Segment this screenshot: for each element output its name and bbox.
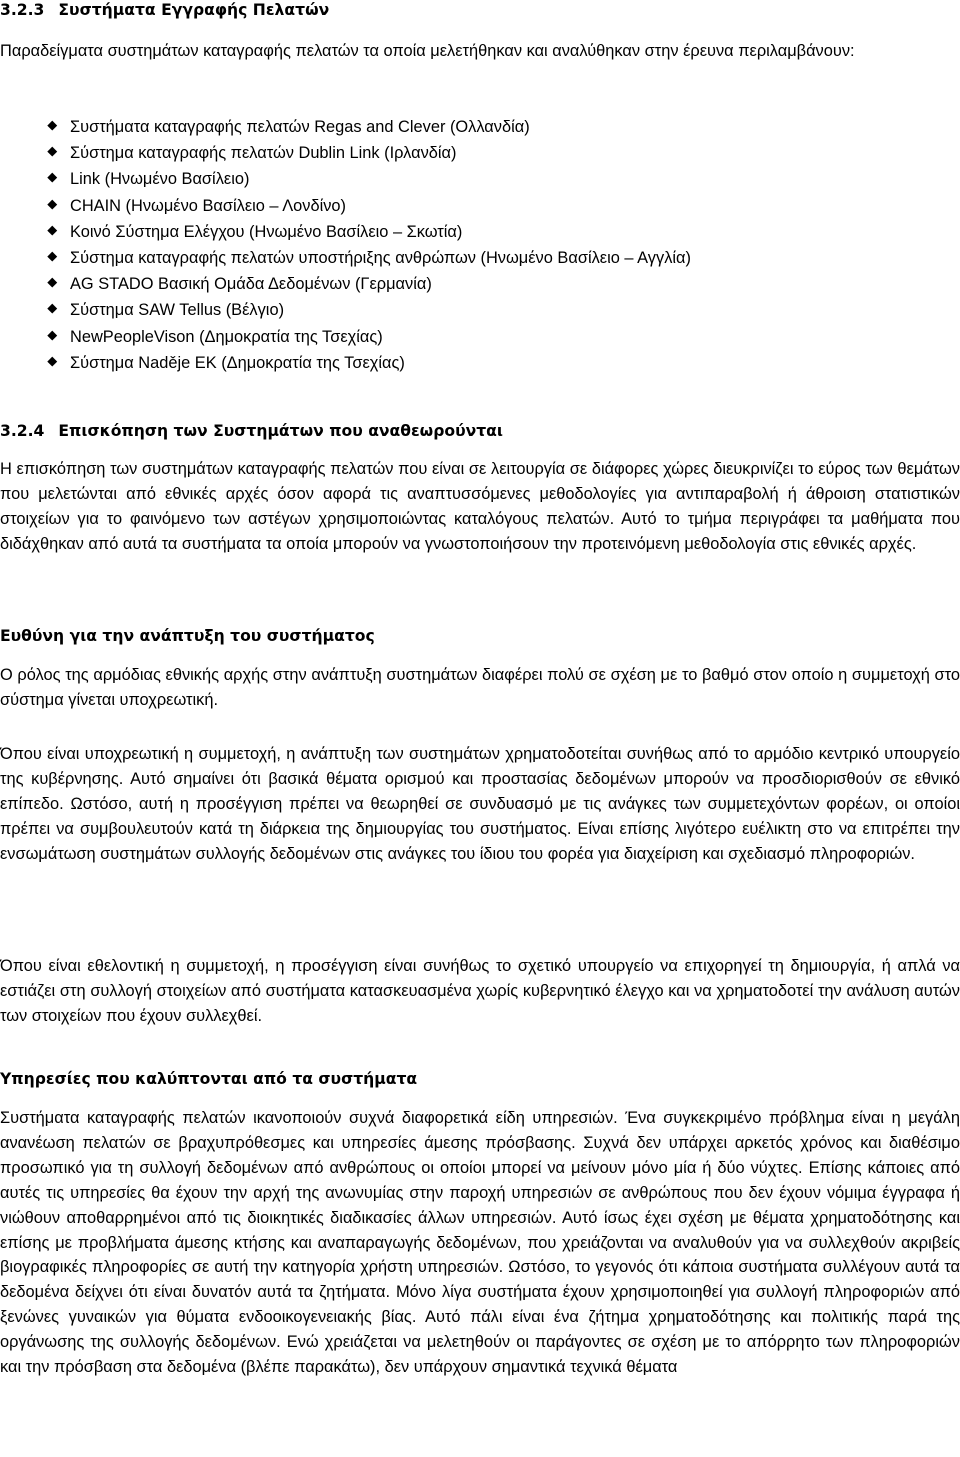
section-title: Συστήματα Εγγραφής Πελατών bbox=[58, 1, 330, 19]
list-item: Συστήματα καταγραφής πελατών Regas and Clever (Ολλανδία) bbox=[0, 115, 960, 141]
list-item: Σύστημα Naděje EK (Δημοκρατία της Τσεχίας) bbox=[0, 351, 960, 377]
list-item: Σύστημα καταγραφής πελατών Dublin Link (Ιρλανδία) bbox=[0, 141, 960, 167]
responsibility-paragraph-3: Όπου είναι εθελοντική η συμμετοχή, η προσέγγιση είναι συνήθως το σχετικό υπουργείο να επιχορηγεί τη δημιουργία, ή απλά να εστιάζει στη συλλογή στοιχείων από συστήματα κατασκευασμένα χωρίς κυβερνητικό έλεγχο και να χρηματοδοτεί την ανάλυση αυτών των στοιχείων που έχουν συλλεχθεί. bbox=[0, 957, 960, 1025]
overview-paragraph: Η επισκόπηση των συστημάτων καταγραφής πελατών που είναι σε λειτουργία σε διάφορες χώρες διευκρινίζει το εύρος των θεμάτων που μελετώνται από εθνικές αρχές όσον αφορά τις αναπτυσσόμενες μεθοδολογίες για αντιπαραβολή ή άθροιση στατιστικών στοιχείων για το φαινόμενο των αστέγων χρησιμοποιώντας καταλόγους πελατών. Αυτό το τμήμα περιγράφει τα μαθήματα που διδάχθηκαν από αυτά τα συστήματα τα οποία μπορούν να γνωστοποιήσουν την προτεινόμενη μεθοδολογία στις εθνικές αρχές. bbox=[0, 460, 960, 553]
intro-paragraph: Παραδείγματα συστημάτων καταγραφής πελατών τα οποία μελετήθηκαν και αναλύθηκαν στην έρευνα περιλαμβάνουν: bbox=[0, 42, 855, 60]
diamond-bullet-icon bbox=[48, 330, 57, 339]
list-item: NewPeopleVison (Δημοκρατία της Τσεχίας) bbox=[0, 325, 960, 351]
list-item: CHAIN (Ηνωμένο Βασίλειο – Λονδίνο) bbox=[0, 194, 960, 220]
diamond-bullet-icon bbox=[48, 173, 57, 182]
diamond-bullet-icon bbox=[48, 252, 57, 261]
list-item: Κοινό Σύστημα Ελέγχου (Ηνωμένο Βασίλειο – Σκωτία) bbox=[0, 220, 960, 246]
list-item: AG STADO Βασική Ομάδα Δεδομένων (Γερμανία) bbox=[0, 272, 960, 298]
section-number: 3.2.4 bbox=[0, 422, 45, 440]
responsibility-paragraph-1: Ο ρόλος της αρμόδιας εθνικής αρχής στην ανάπτυξη συστημάτων διαφέρει πολύ σε σχέση με το βαθμό στον οποίο η συμμετοχή στο σύστημα γίνεται υποχρεωτική. bbox=[0, 666, 960, 709]
section-number: 3.2.3 bbox=[0, 1, 45, 19]
section-heading-3-2-3 bbox=[0, 1, 329, 19]
list-item: Σύστημα SAW Tellus (Βέλγιο) bbox=[0, 298, 960, 324]
responsibility-heading: Ευθύνη για την ανάπτυξη του συστήματος bbox=[0, 627, 375, 645]
section-title: Επισκόπηση των Συστημάτων που αναθεωρούνται bbox=[58, 422, 503, 440]
section-heading-3-2-4 bbox=[0, 422, 503, 440]
country-systems-list bbox=[0, 115, 960, 377]
diamond-bullet-icon bbox=[48, 199, 57, 208]
list-item: Σύστημα καταγραφής πελατών υποστήριξης ανθρώπων (Ηνωμένο Βασίλειο – Αγγλία) bbox=[0, 246, 960, 272]
diamond-bullet-icon bbox=[48, 225, 57, 234]
diamond-bullet-icon bbox=[48, 278, 57, 287]
diamond-bullet-icon bbox=[48, 356, 57, 365]
diamond-bullet-icon bbox=[48, 147, 57, 156]
diamond-bullet-icon bbox=[48, 121, 57, 130]
services-heading: Υπηρεσίες που καλύπτονται από τα συστήματα bbox=[0, 1070, 418, 1088]
diamond-bullet-icon bbox=[48, 304, 57, 313]
list-item: Link (Ηνωμένο Βασίλειο) bbox=[0, 167, 960, 193]
services-paragraph: Συστήματα καταγραφής πελατών ικανοποιούν συχνά διαφορετικά είδη υπηρεσιών. Ένα συγκεκριμένο πρόβλημα είναι η μεγάλη ανανέωση πελατών σε βραχυπρόθεσμες και υπηρεσίες άμεσης πρόσβασης. Συχνά δεν υπάρχει αρκετός χρόνος και διαθέσιμο προσωπικό για τη συλλογή δεδομένων από ανθρώπους οι οποίοι μπορεί να μείνουν μόνο μία ή δύο νύχτες. Επίσης κάποιες από αυτές τις υπηρεσίες θα έχουν την αρχή της ανωνυμίας στην παροχή υπηρεσιών σε ανθρώπους που δεν έχουν νόμιμα έγγραφα ή νιώθουν αποθαρρημένοι από τις διοικητικές διαδικασίες άλλων υπηρεσιών. Αυτό ίσως έχει σχέση με θέματα χρηματοδότησης και επίσης με προβλήματα άμεσης κτήσης και αναπαραγωγής δεδομένων, που χρειάζονται να αναλυθούν για να συλλεχθούν ακριβείς βιογραφικές πληροφορίες σε αυτή την κατηγορία χρήστη υπηρεσιών. Ωστόσο, το γεγονός ότι κάποια συστήματα συλλέγουν αυτά τα δεδομένα δείχνει ότι είναι δυνατόν αυτά τα ζητήματα. Μόνο λίγα συστήματα έχουν χρησιμοποιηθεί για συλλογή πληροφοριών από ξενώνες γυναικών για θύματα ενδοοικογενειακής βίας. Αυτό πάλι είναι ένα ζήτημα χρηματοδότησης και πολιτικής παρά της οργάνωσης της συλλογής δεδομένων. Ενώ χρειάζεται να μελετηθούν οι παράγοντες σε σχέση με το απόρρητο των πληροφοριών και την πρόσβαση στα δεδομένα (βλέπε παρακάτω), δεν υπάρχουν σημαντικά τεχνικά θέματα bbox=[0, 1109, 960, 1377]
responsibility-paragraph-2: Όπου είναι υποχρεωτική η συμμετοχή, η ανάπτυξη των συστημάτων χρηματοδοτείται συνήθως από το αρμόδιο κεντρικό υπουργείο της κυβέρνησης. Αυτό σημαίνει ότι βασικά θέματα ορισμού και προστασίας δεδομένων μπορούν να προσδιορισθούν σε εθνικό επίπεδο. Ωστόσο, αυτή η προσέγγιση πρέπει να θεωρηθεί σε συνδυασμό με τις ανάγκες των συμμετεχόντων φορέων, οι οποίοι πρέπει να συμβουλευτούν κατά τη διάρκεια της δημιουργίας του συστήματος. Είναι επίσης λιγότερο ευέλικτη στο να επιτρέπει την ενσωμάτωση συστημάτων συλλογής δεδομένων στις ανάγκες του ίδιου του φορέα για διαχείριση και σχεδιασμό πληροφοριών. bbox=[0, 745, 960, 863]
